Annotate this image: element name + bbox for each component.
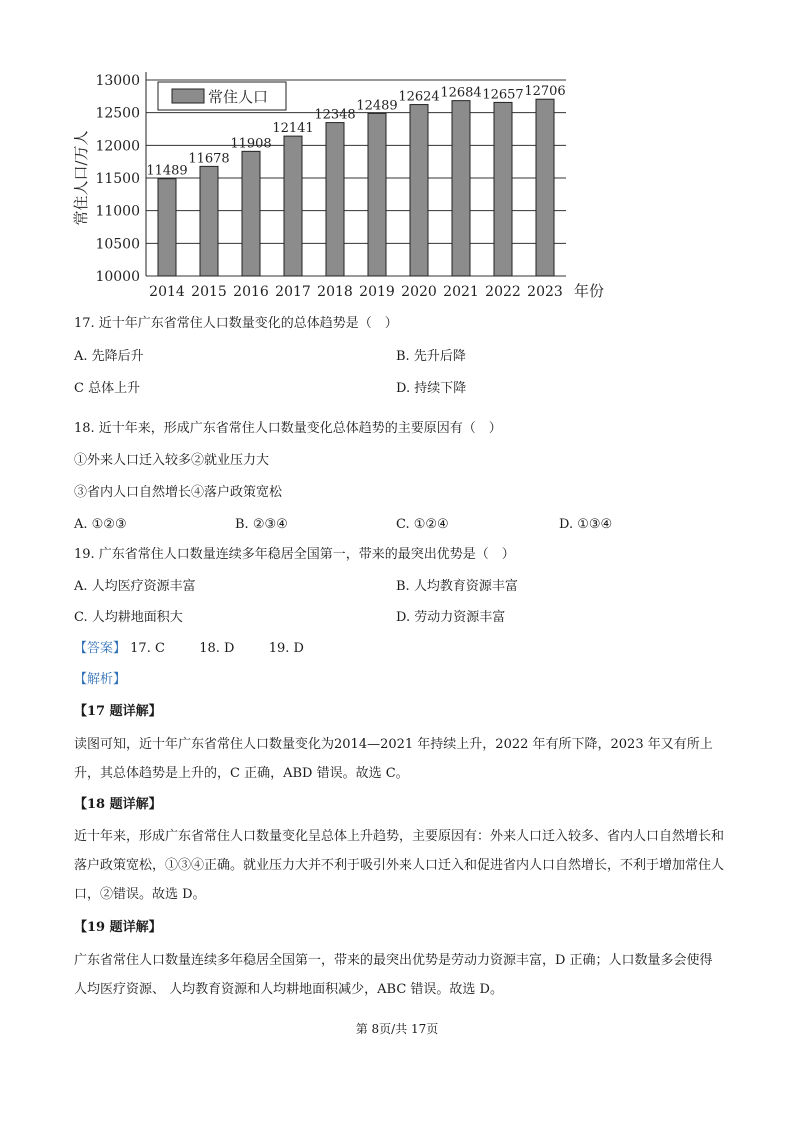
q18-line-2: ③省内人口自然增长④落户政策宽松 — [74, 485, 283, 500]
chart-canvas — [60, 60, 620, 308]
x-tick-label: 2015 — [191, 284, 227, 300]
detail-18-title: 【18 题详解】 — [74, 797, 162, 812]
q18-stem: 18. 近十年来，形成广东省常住人口数量变化总体趋势的主要原因有（ ） — [74, 421, 502, 436]
data-label-2014: 11489 — [146, 163, 188, 179]
answer-19: 19. D — [268, 641, 304, 656]
q19-option-b: B. 人均教育资源丰富 — [396, 579, 518, 594]
x-tick-label: 2017 — [275, 284, 311, 300]
y-tick-label: 10000 — [95, 269, 140, 285]
bar-2019 — [368, 113, 386, 276]
detail-19-title: 【19 题详解】 — [74, 920, 162, 935]
y-tick-label: 12000 — [95, 138, 140, 155]
data-label-2015: 11678 — [188, 151, 230, 167]
detail-19-text: 广东省常住人口数量连续多年稳居全国第一，带来的最突出优势是劳动力资源丰富，D 正确；人口数量多会使得人均医疗资源、 人均教育资源和人均耕地面积减少，ABC 错误。故选 D。 — [74, 953, 713, 997]
y-tick-label: 11500 — [95, 171, 140, 187]
q17-option-a: A. 先降后升 — [74, 349, 144, 364]
data-label-2019: 12489 — [356, 98, 398, 114]
bar-2017 — [284, 136, 302, 276]
q19-stem: 19. 广东省常住人口数量连续多年稳居全国第一，带来的最突出优势是（ ） — [74, 547, 515, 562]
data-label-2018: 12348 — [314, 107, 356, 123]
bar-2021 — [452, 101, 470, 276]
bar-2022 — [494, 102, 512, 276]
y-tick-label: 13000 — [95, 73, 140, 89]
y-tick-label: 12500 — [95, 105, 140, 122]
bar-2016 — [242, 151, 260, 276]
q17-option-b: B. 先升后降 — [396, 349, 466, 364]
page-footer: 第 8页/共 17页 — [355, 1022, 439, 1036]
answer-18: 18. D — [199, 641, 235, 656]
detail-17-title: 【17 题详解】 — [74, 704, 162, 719]
legend-swatch — [172, 89, 204, 103]
x-tick-label: 2021 — [443, 284, 479, 300]
x-tick-label: 2022 — [485, 284, 521, 300]
bar-2023 — [536, 99, 554, 276]
answer-label: 【答案】 — [74, 641, 127, 656]
q18-line-1: ①外来人口迁入较多②就业压力大 — [74, 453, 270, 468]
x-tick-label: 2019 — [359, 284, 395, 300]
data-label-2017: 12141 — [272, 121, 314, 137]
population-bar-chart — [60, 60, 620, 308]
y-axis-label: 常住人口/万人 — [72, 130, 90, 226]
q18-option-b: B. ②③④ — [235, 517, 288, 532]
data-label-2022: 12657 — [482, 87, 524, 103]
q17-option-c: C 总体上升 — [74, 381, 141, 396]
answer-line — [74, 639, 304, 659]
data-label-2021: 12684 — [440, 85, 482, 101]
q17-stem: 17. 近十年广东省常住人口数量变化的总体趋势是（ ） — [74, 316, 398, 331]
q19-option-d: D. 劳动力资源丰富 — [396, 610, 506, 625]
q18-option-c: C. ①②④ — [396, 517, 449, 532]
bar-2015 — [200, 166, 218, 276]
data-label-2020: 12624 — [398, 89, 440, 105]
bar-2020 — [410, 105, 428, 276]
detail-17-text: 读图可知，近十年广东省常住人口数量变化为2014—2021 年持续上升，2022 年有所下降，2023 年又有所上升，其总体趋势是上升的，C 正确，ABD 错误。故选 C。 — [74, 737, 713, 781]
data-label-2016: 11908 — [230, 136, 272, 152]
x-tick-label: 2020 — [401, 284, 437, 300]
x-tick-label: 2016 — [233, 284, 269, 300]
x-axis-label: 年份 — [574, 282, 605, 300]
x-tick-label: 2023 — [527, 284, 563, 300]
bar-2018 — [326, 123, 344, 276]
x-tick-label: 2014 — [149, 284, 185, 300]
data-label-2023: 12706 — [524, 84, 566, 100]
y-tick-label: 10500 — [95, 236, 140, 253]
answer-17: 17. C — [130, 641, 165, 656]
bar-2014 — [158, 179, 176, 276]
y-tick-label: 11000 — [95, 203, 140, 220]
q18-option-a: A. ①②③ — [74, 517, 127, 532]
q17-option-d: D. 持续下降 — [396, 381, 467, 396]
legend-label: 常住人口 — [208, 88, 269, 106]
q19-option-a: A. 人均医疗资源丰富 — [74, 579, 196, 594]
analysis-label: 【解析】 — [74, 672, 127, 687]
q18-option-d: D. ①③④ — [559, 517, 613, 532]
x-tick-label: 2018 — [317, 284, 353, 300]
detail-18-text: 近十年来，形成广东省常住人口数量变化呈总体上升趋势，主要原因有：外来人口迁入较多、省内人口自然增长和落户政策宽松，①③④正确。就业压力大并不利于吸引外来人口迁入和促进省内人口自然增长，不利于增加常住人口，②错误。故选 D。 — [74, 829, 725, 902]
q19-option-c: C. 人均耕地面积大 — [74, 610, 183, 625]
